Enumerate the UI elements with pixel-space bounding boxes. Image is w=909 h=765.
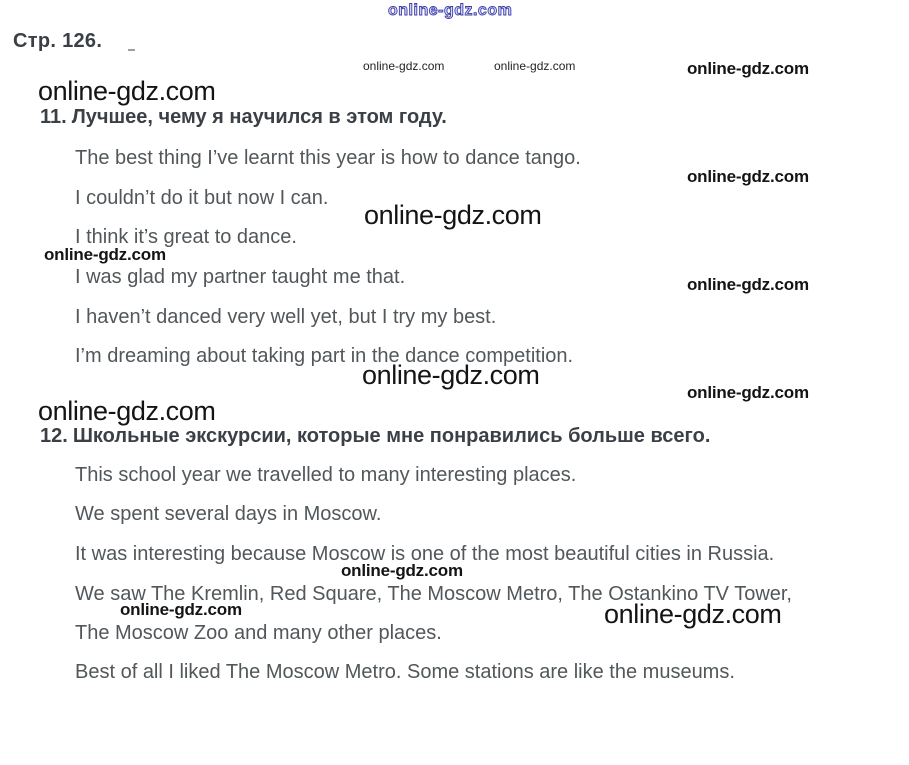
answer-line: I haven’t danced very well yet, but I try my best. xyxy=(75,306,497,328)
watermark-text: online-gdz.com xyxy=(364,200,542,230)
watermark-text: online-gdz.com xyxy=(44,245,166,264)
section-number: 12. xyxy=(40,425,68,447)
page-title: Стр. 126. xyxy=(13,30,103,52)
answer-line: The best thing I’ve learnt this year is how to dance tango. xyxy=(75,147,581,169)
answer-line: This school year we travelled to many interesting places. xyxy=(75,464,577,486)
answer-line: I couldn’t do it but now I can. xyxy=(75,187,329,209)
watermark-text: online-gdz.com xyxy=(687,275,809,294)
answer-line: We spent several days in Moscow. xyxy=(75,503,382,525)
watermark-text: online-gdz.com xyxy=(687,59,809,78)
section-heading xyxy=(40,106,447,129)
scan-artifact-mark xyxy=(128,49,135,51)
answer-line: I was glad my partner taught me that. xyxy=(75,266,406,288)
answer-line: Best of all I liked The Moscow Metro. Some stations are like the museums. xyxy=(75,661,735,683)
watermark-text: online-gdz.com xyxy=(388,2,513,19)
watermark-text: online-gdz.com xyxy=(363,59,445,73)
watermark-text: online-gdz.com xyxy=(341,561,463,580)
section-number: 11. xyxy=(40,106,67,128)
answer-line: The Moscow Zoo and many other places. xyxy=(75,622,442,644)
answer-line: I think it’s great to dance. xyxy=(75,226,297,248)
watermark-text: online-gdz.com xyxy=(38,76,216,106)
answer-line: I’m dreaming about taking part in the dance competition. xyxy=(75,345,574,367)
watermark-text: online-gdz.com xyxy=(38,396,216,426)
watermark-text: online-gdz.com xyxy=(120,600,242,619)
watermark-text: online-gdz.com xyxy=(604,599,782,629)
answer-line: It was interesting because Moscow is one of the most beautiful cities in Russia. xyxy=(75,543,775,565)
section-title: Школьные экскурсии, которые мне понравились больше всего. xyxy=(72,425,711,447)
section-title: Лучшее, чему я научился в этом году. xyxy=(71,106,447,128)
answer-line: We saw The Kremlin, Red Square, The Moscow Metro, The Ostankino TV Tower, xyxy=(75,583,792,605)
section-heading xyxy=(40,425,710,448)
watermark-text: online-gdz.com xyxy=(687,383,809,402)
watermark-text: online-gdz.com xyxy=(494,59,576,73)
watermark-text: online-gdz.com xyxy=(362,360,540,390)
watermark-text: online-gdz.com xyxy=(687,167,809,186)
